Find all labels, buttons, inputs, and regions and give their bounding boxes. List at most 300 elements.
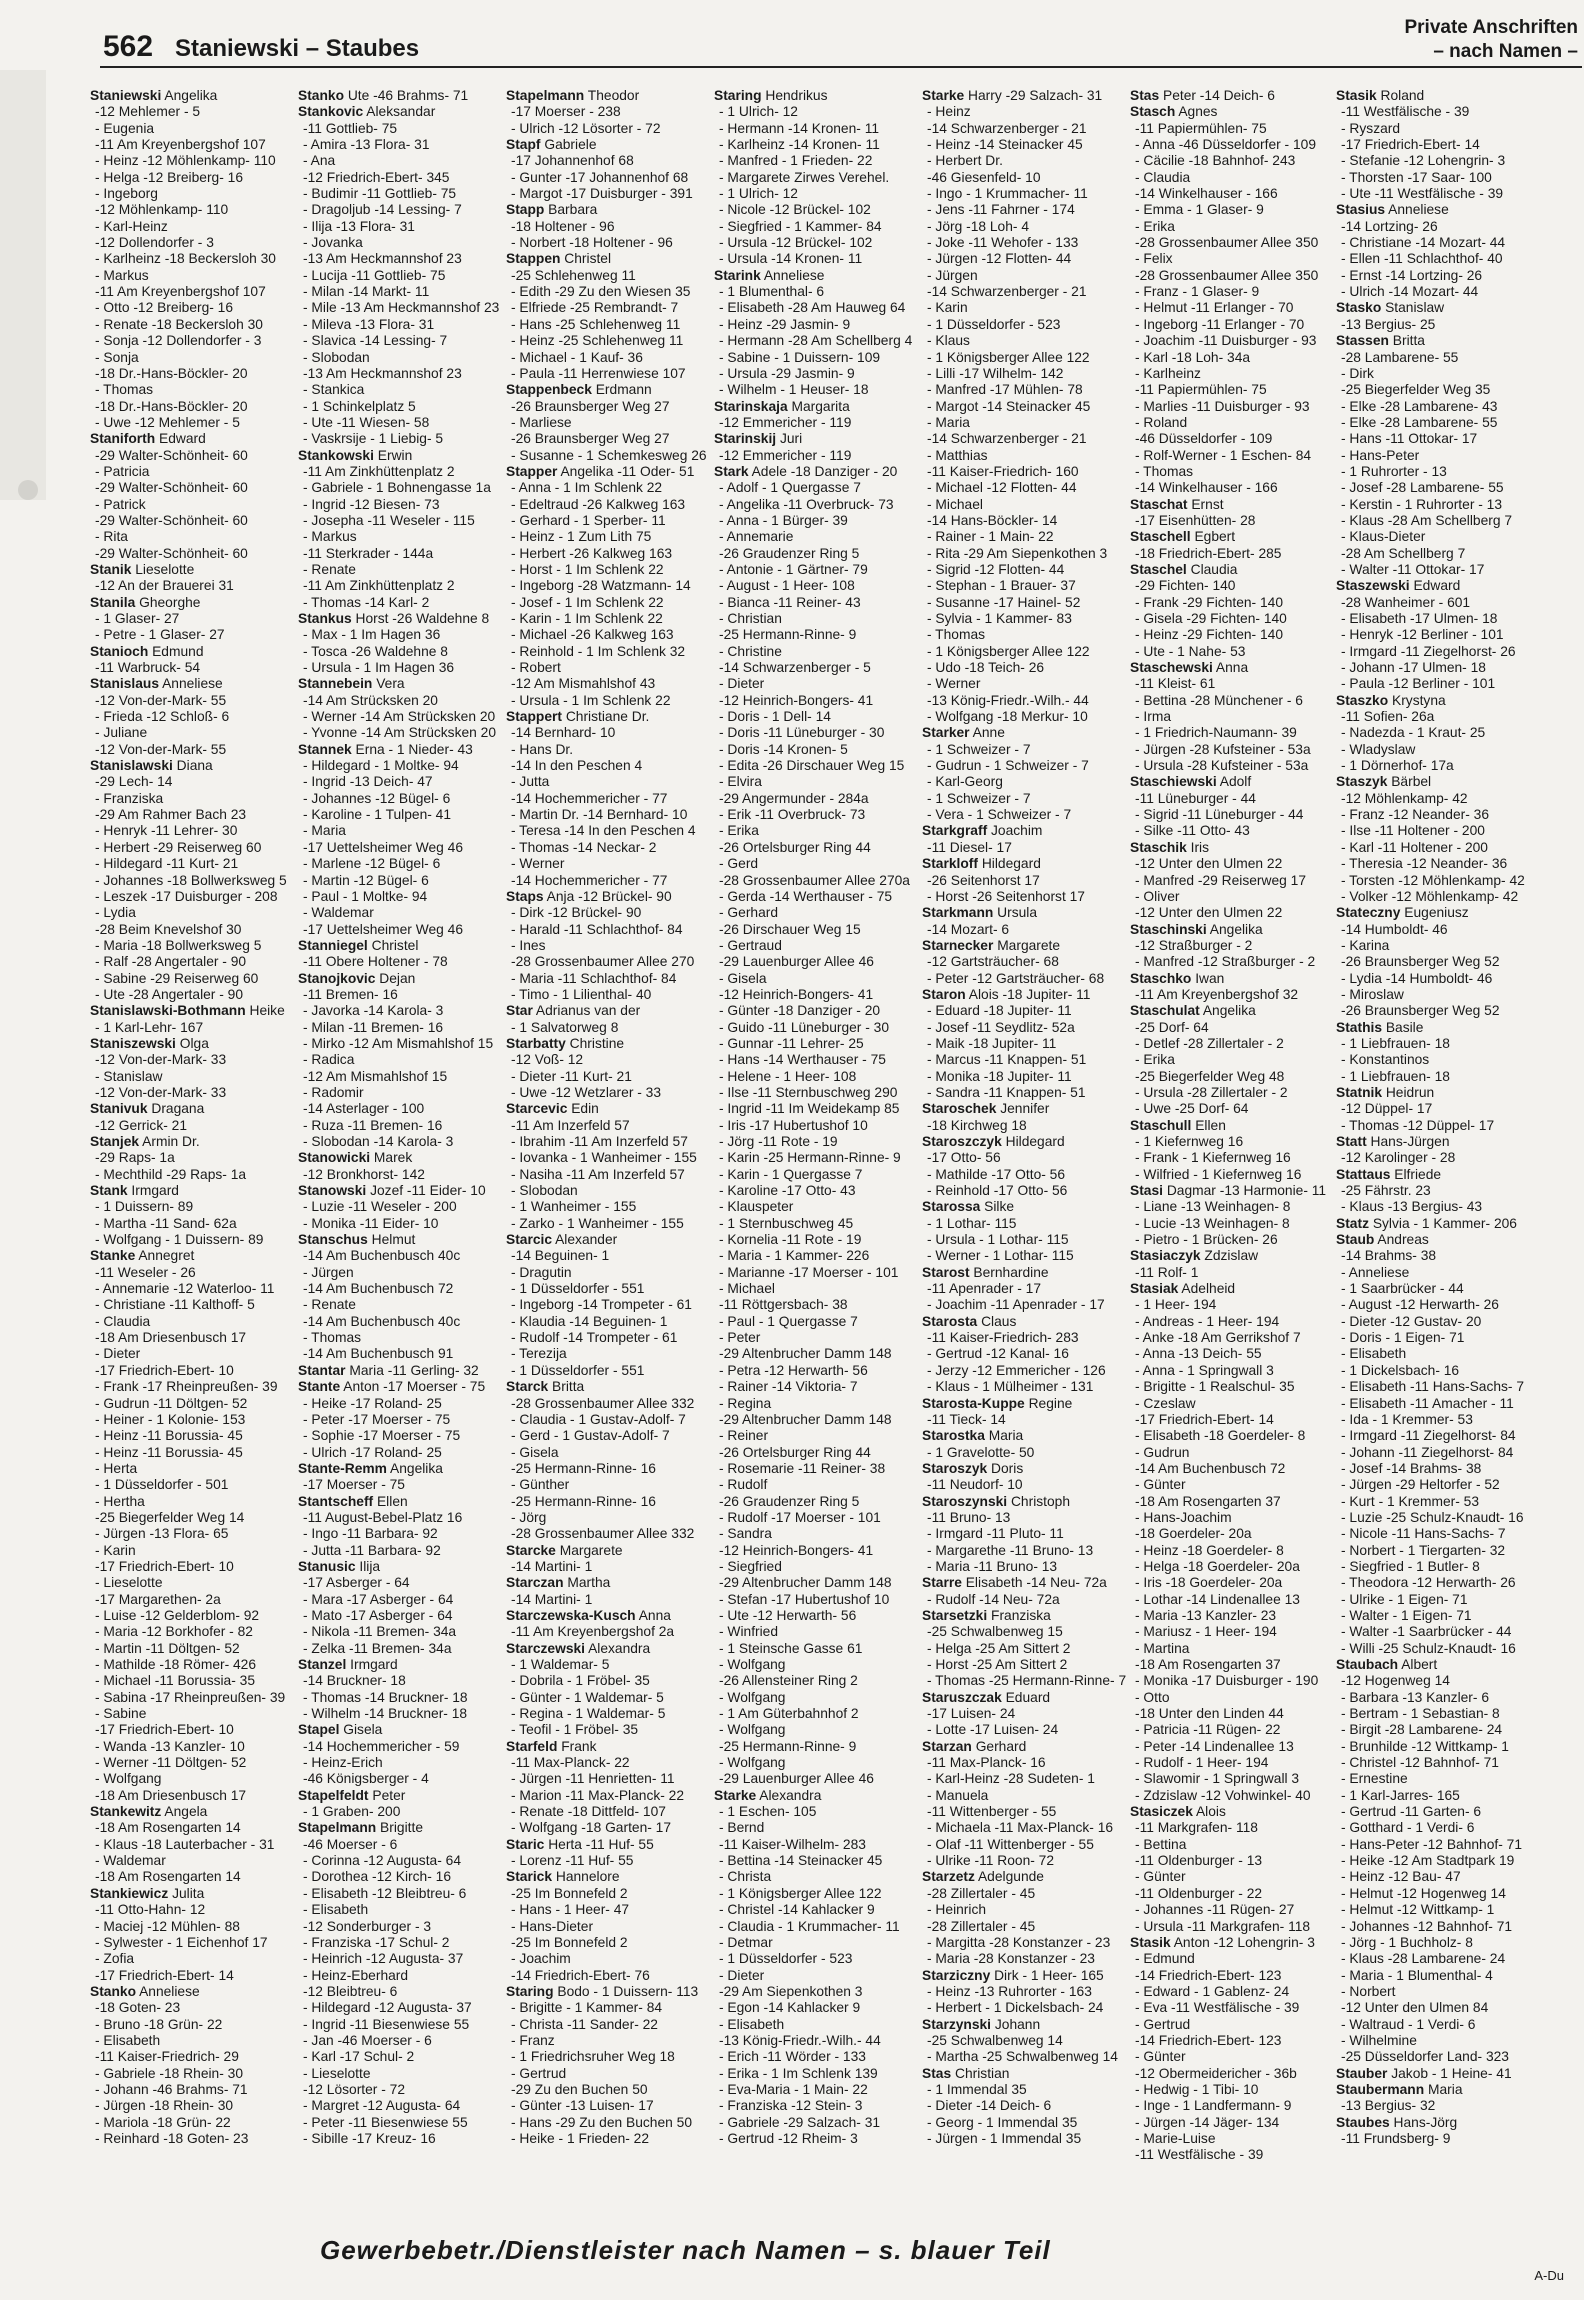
entry-sub-line: - Winfried [719,1624,779,1640]
entry-sub-line: - Günter -18 Danziger - 20 [719,1003,881,1019]
entry-sub-line: - Oliver [1135,888,1180,904]
entry-sub-line: -11 Markgrafen- 118 [1135,1820,1258,1836]
entry-sub-line: - 1 Düsseldorfer - 551 [511,1362,645,1378]
entry-surname: Stasi [1130,1183,1163,1199]
entry-first-line: Hannelore [555,1869,620,1885]
entry-sub-line: - Heinrich -12 Augusta- 37 [303,1951,464,1967]
entry-sub-line: - Monika -17 Duisburger - 190 [1135,1673,1319,1689]
edge-tab [0,70,46,500]
entry-sub-line: - Irmgard -11 Ziegelhorst- 84 [1341,1428,1516,1444]
entry-sub-line: - Doris - 1 Eigen- 71 [1341,1330,1465,1346]
entry-sub-line: - Mile -13 Am Heckmannshof 23 [303,300,500,316]
entry-sub-line: -11 Oldenburger - 13 [1135,1853,1263,1869]
entry-sub-line: - Dorothea -12 Kirch- 16 [303,1869,451,1885]
entry-sub-line: -29 Lech- 14 [95,774,173,790]
entry-sub-line: -14 Beguinen- 1 [511,1248,610,1264]
entry-sub-line: - Anna - 1 Bürger- 39 [719,512,848,528]
entry-sub-line: - Marianne -17 Moerser - 101 [719,1264,899,1280]
directory-entry [298,611,506,627]
directory-entry [90,758,298,774]
entry-sub-line: - Günter -13 Luisen- 17 [511,2098,654,2114]
entry-sub-line: - Christiane -14 Mozart- 44 [1341,235,1506,251]
entry-sub-line: -17 Otto- 56 [927,1150,1001,1166]
entry-surname: Staring [506,1983,554,1999]
entry-sub-line: - Thomas -12 Düppel- 17 [1341,1117,1495,1133]
entry-sub-line: - Wolfgang - 1 Duissern- 89 [95,1232,264,1248]
entry-first-line: Edin [571,1101,599,1117]
entry-sub-line: - Thomas [95,382,154,398]
entry-sub-line: - Michaela -11 Max-Planck- 16 [927,1820,1114,1836]
entry-sub-line: - Ryszard [1341,120,1401,136]
entry-sub-line: - Christiane -11 Kalthoff- 5 [95,1297,255,1313]
directory-entry [298,1379,506,1395]
entry-surname: Stantscheff [298,1493,374,1509]
entry-sub-line: - Thomas -14 Bruckner- 18 [303,1689,468,1705]
entry-sub-line: - Martin -11 Döltgen- 52 [95,1640,240,1656]
directory-entry [922,1199,1130,1215]
entry-sub-line: - Christa -11 Sander- 22 [511,2016,658,2032]
entry-sub-line: -46 Düsseldorfer - 109 [1135,431,1273,447]
entry-sub-line: - Robert [511,660,561,676]
entry-sub-line: - Norbert [1341,1983,1396,1999]
entry-first-line: Ute -46 Brahms- 71 [347,88,469,103]
entry-sub-line: - Gisela -29 Fichten- 140 [1135,611,1287,626]
entry-surname: Stanusic [298,1558,356,1574]
directory-entry [1130,104,1338,120]
entry-sub-line: - Heinz-Erich [303,1755,383,1771]
entry-sub-line: - Reiner [719,1428,769,1444]
entry-sub-line: - Frank -17 Rheinpreußen- 39 [95,1379,278,1395]
entry-sub-line: - Karin [95,1542,136,1558]
entry-sub-line: - Jörg [511,1509,547,1525]
directory-entry [90,1984,298,2000]
entry-sub-line: - Ellen -11 Schlachthof- 40 [1341,251,1503,267]
entry-sub-line: -46 Königsberger - 4 [303,1771,429,1787]
entry-first-line: Egbert [1194,529,1236,545]
entry-first-line: Krystyna [1392,692,1446,708]
entry-sub-line: - Regina [719,1395,772,1411]
entry-sub-line: - Josef -11 Seydlitz- 52a [927,1019,1075,1035]
entry-first-line: Adrianus van der [535,1003,641,1019]
entry-sub-line: - Petre - 1 Glaser- 27 [95,627,225,643]
directory-entry [506,1036,714,1052]
entry-sub-line: - Rainer - 1 Main- 22 [927,529,1054,545]
entry-sub-line: - 1 Immendal 35 [927,2081,1027,2097]
entry-surname: Stankus [298,611,352,626]
entry-first-line: Irmgard [350,1657,398,1672]
entry-sub-line: - Iris -17 Hubertushof 10 [719,1117,868,1133]
entry-sub-line: - 1 Schweizer - 7 [927,790,1031,806]
entry-sub-line: -12 Lösorter - 72 [303,2081,405,2097]
entry-sub-line: -28 Grossenbaumer Allee 332 [511,1395,695,1411]
entry-sub-line: - Paula -11 Herrenwiese 107 [511,365,686,381]
entry-surname: Staschull [1130,1117,1192,1133]
entry-sub-line: -11 Am Kreyenbergshof 107 [95,284,266,300]
entry-sub-line: -26 Seitenhorst 17 [927,872,1040,888]
entry-sub-line: - Jörg -11 Rote - 19 [719,1134,838,1149]
entry-first-line: Hildegard [981,856,1041,872]
entry-sub-line: - Christel -14 Kahlacker 9 [719,1902,875,1918]
entry-sub-line: - Doris -11 Lüneburger - 30 [719,725,885,741]
entry-sub-line: - Sophie -17 Moerser - 75 [303,1428,461,1444]
entry-sub-line: - Dieter -14 Deich- 6 [927,2098,1052,2114]
entry-sub-line: - Gertrud [1135,2016,1191,2032]
entry-sub-line: - Heike -12 Am Stadtpark 19 [1341,1853,1515,1869]
entry-sub-line: - Gertrud -11 Garten- 6 [1341,1804,1482,1820]
entry-sub-line: - Peter -17 Moerser - 75 [303,1411,451,1427]
entry-sub-line: - Theodora -12 Herwarth- 26 [1341,1575,1516,1591]
entry-first-line: Christoph [1010,1493,1071,1509]
directory-entry [506,1608,714,1624]
entry-sub-line: - Margarethe -11 Bruno- 13 [927,1542,1094,1558]
entry-sub-line: - Irma [1135,709,1172,725]
entry-sub-line: - Heinrich [927,1902,987,1918]
entry-sub-line: - 1 Blumenthal- 6 [719,284,825,300]
entry-sub-line: - Johannes -11 Rügen- 27 [1135,1902,1295,1918]
entry-sub-line: - Ingrid -11 Biesenwiese 55 [303,2016,470,2032]
entry-sub-line: - Marion -11 Max-Planck- 22 [511,1787,685,1803]
entry-first-line: Iris [1190,839,1210,855]
entry-sub-line: -17 Uettelsheimer Weg 46 [303,921,464,937]
entry-sub-line: - Werner - 1 Lothar- 115 [927,1248,1074,1264]
entry-sub-line: - Wilhelmine [1341,2032,1417,2048]
entry-sub-line: - Barbara -13 Kanzler- 6 [1341,1689,1489,1705]
entry-surname: Staron [922,986,966,1002]
entry-sub-line: - Karin - 1 Im Schlenk 22 [511,611,663,626]
entry-sub-line: - Slobodan [303,349,370,365]
entry-surname: Starkmann [922,905,994,921]
entry-sub-line: -25 Biegerfelder Weg 14 [95,1509,245,1525]
entry-sub-line: - Elisabeth -18 Goerdeler- 8 [1135,1428,1306,1444]
entry-surname: Staschik [1130,839,1187,855]
entry-sub-line: - Milan -14 Markt- 11 [303,284,430,300]
entry-sub-line: -14 Humboldt- 46 [1341,921,1448,937]
entry-first-line: Basile [1385,1019,1424,1035]
entry-sub-line: -18 Am Driesenbusch 17 [95,1787,247,1803]
entry-sub-line: -11 August-Bebel-Platz 16 [303,1509,463,1525]
entry-sub-line: -26 Braunsberger Weg 27 [511,398,670,414]
entry-first-line: Frank [561,1738,597,1754]
entry-sub-line: - Stankica [303,382,365,398]
entry-sub-line: -17 Moerser - 75 [303,1477,405,1493]
entry-sub-line: - Ibrahim -11 Am Inzerfeld 57 [511,1134,688,1149]
entry-surname: Staniewski [90,88,162,103]
entry-sub-line: - Elfriede -25 Rembrandt- 7 [511,300,679,316]
entry-sub-line: - Mato -17 Asberger - 64 [303,1607,453,1623]
entry-first-line: Maria [988,1428,1024,1444]
entry-surname: Stanojkovic [298,970,376,986]
entry-sub-line: -17 Margarethen- 2a [95,1591,221,1607]
entry-sub-line: - Heinz -14 Steinacker 45 [927,137,1083,153]
entry-sub-line: -17 Eisenhütten- 28 [1135,512,1256,528]
entry-sub-line: - Johannes -12 Bahnhof- 71 [1341,1918,1513,1934]
entry-first-line: Franziska [991,1607,1051,1623]
entry-sub-line: -11 Kaiser-Friedrich- 29 [95,2049,239,2065]
entry-sub-line: -14 Bruckner- 18 [303,1673,406,1689]
entry-sub-line: - 1 Ruhrorter - 13 [1341,463,1447,479]
entry-first-line: Johann [994,2016,1041,2032]
entry-sub-line: - Claudia [95,1313,151,1329]
directory-column [922,88,1130,2228]
entry-sub-line: - Sabine - 1 Duissern- 109 [719,349,881,365]
entry-first-line: Silke [984,1199,1015,1215]
entry-sub-line: -25 Hermann-Rinne- 16 [511,1460,656,1476]
entry-sub-line: - Joachim [511,1951,571,1967]
entry-sub-line: - Hans -25 Schlehenweg 11 [511,316,681,332]
entry-surname: Stapelfeldt [298,1787,369,1803]
entry-sub-line: - Herta [95,1460,138,1476]
entry-surname: Staszko [1336,692,1389,708]
entry-sub-line: -12 Unter den Ulmen 84 [1341,2000,1489,2016]
entry-sub-line: - Thomas -14 Neckar- 2 [511,839,657,855]
entry-sub-line: - Ursula -12 Brückel- 102 [719,235,873,251]
entry-sub-line: - Irmgard -11 Ziegelhorst- 26 [1341,643,1516,659]
entry-sub-line: - Volker -12 Möhlenkamp- 42 [1341,888,1519,904]
entry-sub-line: - Elisabeth -12 Bleibtreu- 6 [303,1885,467,1901]
entry-sub-line: - Slobodan -14 Karola- 3 [303,1134,454,1149]
page-number: 562 [103,30,154,63]
directory-entry [1130,529,1338,545]
entry-surname: Stanowski [298,1183,367,1199]
directory-entry [922,1608,1130,1624]
directory-entry [506,709,714,725]
entry-sub-line: - Maria -11 Schlachthof- 84 [511,970,677,986]
entry-sub-line: -13 Bergius- 25 [1341,316,1436,332]
entry-sub-line: - Sabina -17 Rheinpreußen- 39 [95,1689,286,1705]
directory-entry [1336,2115,1544,2131]
entry-sub-line: - Georg - 1 Immendal 35 [927,2114,1078,2130]
entry-sub-line: -17 Johannenhof 68 [511,153,634,169]
entry-sub-line: - Corinna -12 Augusta- 64 [303,1853,461,1869]
entry-sub-line: - Renate -18 Beckersloh 30 [95,316,263,332]
entry-sub-line: - Ingeborg [95,186,158,202]
entry-sub-line: - Klaus-Dieter [1341,529,1426,545]
entry-sub-line: - Marlene -12 Bügel- 6 [303,856,441,872]
entry-sub-line: - Martina [1135,1640,1190,1656]
entry-surname: Staszyk [1336,774,1388,790]
entry-sub-line: -17 Friedrich-Ebert- 10 [95,1558,234,1574]
entry-sub-line: - Ute -28 Angertaler - 90 [95,986,244,1002]
entry-sub-line: - Wilfried - 1 Kiefernweg 16 [1135,1166,1302,1182]
entry-sub-line: - Wladyslaw [1341,741,1416,757]
entry-sub-line: -25 Hermann-Rinne- 16 [511,1493,656,1509]
entry-sub-line: - 1 Salvatorweg 8 [511,1019,619,1035]
entry-sub-line: -17 Asberger - 64 [303,1575,410,1591]
entry-sub-line: - Elisabeth [95,2032,161,2048]
entry-sub-line: - Wolfgang -18 Garten- 17 [511,1820,672,1836]
entry-sub-line: -18 Am Driesenbusch 17 [95,1330,247,1346]
entry-first-line: Angelika [164,88,218,103]
entry-sub-line: - Jerzy -12 Emmericher - 126 [927,1362,1106,1378]
directory-entry [714,268,922,284]
entry-sub-line: - Thomas -14 Karl- 2 [303,594,430,610]
directory-entry [1336,88,1544,104]
entry-sub-line: -14 Martini- 1 [511,1558,593,1574]
entry-first-line: Anton -12 Lohengrin- 3 [1173,1934,1315,1950]
entry-sub-line: - Karin [927,300,968,316]
entry-sub-line: - Ursula -11 Markgrafen- 118 [1135,1918,1311,1934]
entry-surname: Starziczny [922,1967,991,1983]
entry-sub-line: - Jürgen -14 Jäger- 134 [1135,2114,1280,2130]
entry-sub-line: -11 Lüneburger - 44 [1135,790,1256,806]
entry-first-line: Jennifer [1000,1101,1050,1117]
entry-sub-line: - Elisabeth [1341,1346,1407,1362]
entry-surname: Stappen [506,251,561,267]
entry-first-line: Adolf [1219,774,1252,790]
entry-first-line: Alois [1195,1804,1226,1820]
entry-surname: Stapper [506,463,558,479]
entry-surname: Starck [506,1379,549,1395]
entry-sub-line: - Eva -11 Westfälische - 39 [1135,2000,1300,2016]
entry-sub-line: -12 Unter den Ulmen 22 [1135,856,1283,872]
entry-sub-line: - Wolfgang -18 Merkur- 10 [927,709,1088,725]
entry-sub-line: - Jürgen - 1 Immendal 35 [927,2130,1082,2146]
entry-sub-line: - 1 Friedrich-Naumann- 39 [1135,725,1297,741]
entry-sub-line: - Horst - 1 Im Schlenk 22 [511,561,664,577]
entry-sub-line: - 1 Düsseldorfer - 523 [719,1951,853,1967]
entry-sub-line: - Franz -12 Neander- 36 [1341,807,1489,823]
entry-sub-line: - 1 Heer- 194 [1135,1297,1217,1313]
entry-sub-line: - Paula -12 Berliner - 101 [1341,676,1496,692]
entry-sub-line: - Johann -46 Brahms- 71 [95,2081,248,2097]
entry-sub-line: - Antonie - 1 Gärtner- 79 [719,561,868,577]
entry-sub-line: -11 Röttgersbach- 38 [719,1297,848,1313]
entry-sub-line: - 1 Duissern- 89 [95,1199,194,1215]
directory-entry [922,987,1130,1003]
entry-sub-line: - Maria -28 Konstanzer - 23 [927,1951,1095,1967]
entry-sub-line: -12 Unter den Ulmen 22 [1135,905,1283,921]
entry-sub-line: - 1 Friedrichsruher Weg 18 [511,2049,675,2065]
entry-sub-line: - Martha -25 Schwalbenweg 14 [927,2049,1118,2065]
entry-surname: Staub [1336,1232,1375,1248]
entry-sub-line: - Karina [1341,937,1390,953]
entry-surname: Starker [922,725,970,741]
entry-first-line: Jozef -11 Eider- 10 [370,1183,486,1199]
entry-sub-line: - Ilija -13 Flora- 31 [303,218,415,234]
entry-sub-line: - Siegfried [719,1558,782,1574]
entry-sub-line: - Otto [1135,1689,1170,1705]
entry-sub-line: - Dirk [1341,365,1374,381]
entry-sub-line: -11 Obere Holtener - 78 [303,954,448,970]
entry-sub-line: - Christian [719,611,782,626]
entry-surname: Starinskij [714,431,777,447]
entry-sub-line: -14 Lortzing- 26 [1341,218,1438,234]
entry-sub-line: -14 Hochemmericher - 77 [511,872,668,888]
directory-entry [506,889,714,905]
entry-surname: Staroschek [922,1101,997,1117]
entry-surname: Staric [506,1836,545,1852]
entry-sub-line: -29 Angermunder - 284a [719,790,869,806]
entry-sub-line: - 1 Steinsche Gasse 61 [719,1640,863,1656]
entry-sub-line: - Christa [719,1869,772,1885]
directory-entry [922,1396,1130,1412]
entry-sub-line: - Horst -26 Seitenhorst 17 [927,888,1085,904]
entry-sub-line: - Herbert -29 Reiserweg 60 [95,839,262,855]
entry-first-line: Gheorghe [139,594,201,610]
entry-sub-line: - 1 Königsberger Allee 122 [927,643,1090,659]
directory-entry [714,88,922,104]
directory-entry [1130,971,1338,987]
entry-sub-line: -29 Raps- 1a [95,1150,175,1166]
entry-sub-line: - 1 Liebfrauen- 18 [1341,1035,1450,1051]
directory-entry [506,1837,714,1853]
page-header [0,0,1584,80]
entry-sub-line: -29 Altenbrucher Damm 148 [719,1411,892,1427]
entry-sub-line: - Marie-Luise [1135,2130,1216,2146]
entry-first-line: Anneliese [763,267,825,283]
entry-sub-line: - Michael [719,1281,775,1297]
entry-surname: Staubermann [1336,2081,1425,2097]
entry-first-line: Erna - 1 Nieder- 43 [355,741,473,757]
entry-sub-line: - Kerstin - 1 Ruhrorter - 13 [1341,496,1503,512]
entry-sub-line: - Walter - 1 Eigen- 71 [1341,1607,1472,1623]
entry-surname: Staschell [1130,529,1191,545]
entry-first-line: Herta -11 Huf- 55 [548,1836,654,1852]
entry-sub-line: - Stefanie -12 Lohengrin- 3 [1341,153,1506,169]
entry-sub-line: - Erik -11 Overbruck- 73 [719,807,866,823]
entry-first-line: Albert [1401,1657,1438,1672]
entry-sub-line: - Siegfried - 1 Kammer- 84 [719,218,882,234]
entry-sub-line: - Erika [1135,1052,1175,1068]
entry-sub-line: - Torsten -12 Möhlenkamp- 42 [1341,872,1525,888]
entry-surname: Starbatty [506,1035,566,1051]
entry-sub-line: - Elisabeth [303,1902,369,1918]
entry-sub-line: - Sylvia - 1 Kammer- 83 [927,611,1072,626]
entry-sub-line: -29 Altenbrucher Damm 148 [719,1575,892,1591]
entry-sub-line: -28 Wanheimer - 601 [1341,594,1471,610]
directory-entry [1130,1183,1338,1199]
directory-entry [922,1968,1130,1984]
entry-sub-line: - Heinz [927,104,971,120]
entry-sub-line: - Timo - 1 Lilienthal- 40 [511,986,652,1002]
entry-sub-line: - Hildegard -11 Kurt- 21 [95,856,239,872]
entry-sub-line: - Detlef -28 Zillertaler - 2 [1135,1035,1284,1051]
entry-surname: Stanke [90,1248,136,1264]
entry-sub-line: -28 Am Schellberg 7 [1341,545,1466,561]
entry-sub-line: - Rainer -14 Viktoria- 7 [719,1379,858,1395]
section-title-line2: – nach Namen – [1433,41,1578,62]
entry-sub-line: - Ute -12 Herwarth- 56 [719,1607,857,1623]
entry-sub-line: - Josepha -11 Weseler - 115 [303,512,475,528]
entry-sub-line: - Brigitte - 1 Realschul- 35 [1135,1379,1295,1395]
entry-sub-line: -11 Sofien- 26a [1341,709,1435,725]
entry-sub-line: - 1 Karl-Lehr- 167 [95,1019,204,1035]
directory-entry [506,382,714,398]
entry-sub-line: - Luzie -11 Weseler - 200 [303,1199,457,1215]
entry-sub-line: -14 Hochemmericher - 59 [303,1738,460,1754]
entry-sub-line: -12 Obermeidericher - 36b [1135,2065,1297,2081]
directory-entry [922,1134,1130,1150]
entry-surname: Stasiak [1130,1281,1179,1297]
entry-sub-line: -11 Am Kreyenbergshof 107 [95,137,266,153]
entry-sub-line: - Paul - 1 Moltke- 94 [303,888,428,904]
entry-sub-line: - Sigrid -11 Lüneburger - 44 [1135,807,1304,823]
entry-sub-line: - Wolfgang [719,1657,786,1672]
entry-surname: Starfeld [506,1738,558,1754]
entry-surname: Starczewski [506,1640,585,1656]
entry-sub-line: -11 Max-Planck- 22 [511,1755,630,1771]
directory-entry [1336,1085,1544,1101]
entry-sub-line: -14 Hochemmericher - 77 [511,790,668,806]
entry-sub-line: - Mechthild -29 Raps- 1a [95,1166,247,1182]
entry-sub-line: -14 Am Strücksken 20 [303,692,438,708]
entry-first-line: Dejan [379,970,416,986]
entry-surname: Stapelmann [506,88,585,103]
entry-sub-line: - Günther [511,1477,570,1493]
entry-surname: Statt [1336,1134,1367,1149]
entry-sub-line: - Heinz -18 Goerdeler- 8 [1135,1542,1284,1558]
entry-sub-line: - Günter - 1 Waldemar- 5 [511,1689,664,1705]
